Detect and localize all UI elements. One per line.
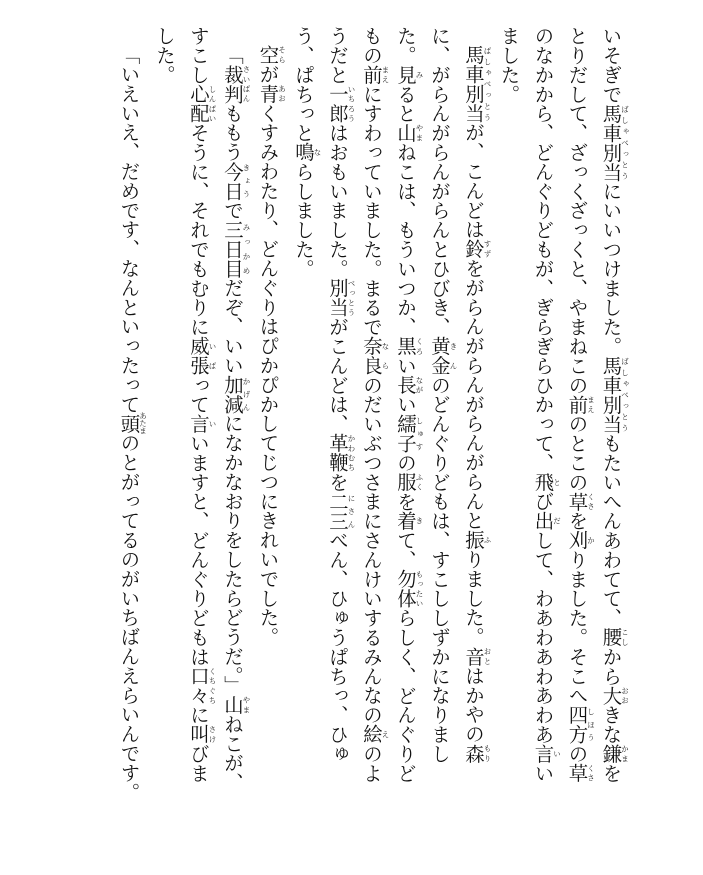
text-run: きな — [599, 705, 623, 744]
ruby-reading: と — [552, 472, 562, 492]
text-run: を — [326, 472, 349, 492]
ruby-word — [565, 763, 596, 783]
paragraph — [251, 26, 287, 802]
ruby-reading: え — [381, 724, 390, 744]
ruby-reading: い — [208, 414, 217, 434]
ruby-reading: やま — [415, 123, 424, 143]
text-run: にすわっていました。まるで — [360, 84, 383, 337]
ruby-word — [462, 530, 492, 550]
ruby-reading: あたま — [138, 412, 148, 435]
ruby-reading: いば — [208, 336, 217, 376]
ruby-reading: なが — [415, 375, 424, 395]
text-run: び — [531, 491, 555, 512]
ruby-reading: ばしゃべっとう — [483, 45, 492, 123]
ruby-reading: くさ — [586, 763, 596, 783]
ruby-word — [221, 220, 251, 279]
text-run: をとりだして、ざっくざっくと、やまねこの — [565, 26, 623, 783]
text-run: ねこは、もういつか、 — [394, 142, 417, 337]
paragraph — [147, 26, 251, 802]
ruby-reading: ばしゃべっとう — [620, 355, 630, 434]
text-run: で — [221, 200, 244, 221]
text-run: そうに、それでもむりに — [187, 123, 210, 337]
ruby-word — [360, 724, 390, 744]
text-run: 「 — [221, 45, 244, 65]
text-run: りました。 — [462, 549, 485, 647]
text-run: はかやの — [462, 666, 485, 744]
text-run: ももう — [221, 103, 244, 162]
ruby-reading: あお — [277, 84, 287, 104]
ruby-word — [394, 569, 424, 609]
ruby-reading: ばしゃべっとう — [620, 103, 630, 182]
ruby-base: 繻子 — [394, 414, 417, 453]
ruby-reading: き — [415, 511, 424, 531]
text-run: して、わあわあわあわあ — [531, 530, 555, 744]
text-run: のだいぶつさまにさんけいするみんなの — [360, 375, 383, 725]
text-run: いそぎで — [599, 26, 623, 104]
ruby-reading: にさん — [347, 491, 356, 531]
ruby-reading: みっかめ — [242, 220, 251, 279]
ruby-reading: かわむち — [347, 433, 356, 473]
ruby-base: 大 — [599, 685, 623, 706]
ruby-base: 空 — [256, 45, 280, 65]
ruby-word — [326, 84, 356, 124]
paragraph — [286, 26, 492, 802]
ruby-base: 三日目 — [221, 220, 244, 279]
paragraph — [112, 26, 148, 802]
ruby-base: 言 — [187, 414, 210, 434]
ruby-word — [394, 336, 424, 356]
ruby-base: 鎌 — [599, 743, 623, 764]
ruby-base: 腰 — [599, 627, 623, 647]
ruby-reading: かげん — [242, 375, 251, 415]
ruby-word — [326, 278, 356, 318]
ruby-base: 出 — [531, 511, 555, 531]
ruby-reading: な — [313, 142, 322, 162]
ruby-reading: もったい — [415, 569, 424, 609]
ruby-base: 草 — [565, 491, 589, 512]
ruby-base: 口々 — [187, 666, 210, 706]
ruby-base: 心配 — [187, 84, 210, 124]
text-run: べん、ひゅうぱちっ、ひゅう、ぱちっと — [292, 26, 349, 764]
ruby-reading: み — [415, 64, 424, 85]
paragraph — [492, 26, 630, 802]
ruby-word — [394, 64, 424, 85]
ruby-reading: しんぱい — [208, 84, 217, 123]
ruby-base: 黄金 — [428, 336, 451, 376]
ruby-word — [394, 414, 424, 453]
text-run: に — [187, 705, 210, 725]
ruby-word — [360, 336, 390, 376]
ruby-word — [221, 695, 251, 715]
ruby-base: 二三 — [326, 491, 349, 531]
text-run: いますと、どんぐりどもは — [187, 433, 210, 667]
ruby-word — [531, 743, 562, 764]
text-run: って — [187, 375, 210, 415]
text-run: のとこの — [565, 414, 589, 492]
ruby-base: 見 — [394, 64, 417, 85]
text-run: に、がらんがらんがらんとひびき、 — [428, 26, 451, 337]
text-run: になかなおりをしたらどうだ。」 — [221, 414, 244, 696]
ruby-base: 威張 — [187, 336, 210, 376]
ruby-word — [599, 685, 630, 706]
ruby-base: 別当 — [326, 278, 349, 318]
text-run: だぞ、いい — [221, 278, 244, 376]
ruby-reading: まえ — [586, 394, 596, 414]
ruby-base: 絵 — [360, 724, 383, 744]
text-run: らしく、どんぐりどもの — [360, 26, 417, 783]
ruby-base: 飛 — [531, 472, 555, 492]
text-run: が — [256, 64, 280, 85]
ruby-reading: なら — [381, 336, 390, 376]
text-run: ると — [394, 84, 417, 124]
ruby-base: 着 — [394, 511, 417, 531]
ruby-base: 黒 — [394, 336, 417, 356]
ruby-word — [394, 472, 424, 492]
ruby-base: 前 — [565, 394, 589, 415]
text-run: 「いえいえ、だめです、なんといったって — [117, 45, 141, 414]
ruby-reading: くちぐち — [208, 666, 217, 706]
ruby-word — [221, 161, 251, 201]
ruby-word — [565, 705, 596, 744]
text-run: のとがってるのがいちばんえらいんです。 — [117, 433, 141, 803]
text-run: いました。 — [497, 26, 555, 783]
ruby-word — [187, 336, 217, 376]
ruby-base: 裁判 — [221, 64, 244, 104]
ruby-reading: さいばん — [242, 64, 251, 104]
ruby-word — [394, 375, 424, 395]
ruby-reading: すず — [483, 239, 492, 259]
ruby-word — [428, 336, 458, 376]
ruby-word — [187, 666, 217, 706]
ruby-base: 森 — [462, 743, 485, 764]
ruby-base: 長 — [394, 375, 417, 395]
ruby-reading: かま — [620, 743, 630, 764]
ruby-base: 馬車別当 — [599, 355, 623, 434]
text-run: を — [565, 511, 589, 531]
ruby-word — [360, 64, 390, 85]
ruby-word — [565, 394, 596, 415]
ruby-word — [462, 239, 492, 259]
ruby-base: 奈良 — [360, 336, 383, 376]
ruby-reading: まえ — [381, 64, 390, 85]
ruby-word — [599, 743, 630, 764]
text-run: らしました。 — [292, 161, 315, 279]
ruby-reading: きん — [449, 336, 458, 376]
ruby-word — [326, 433, 356, 473]
text-run: ねこが、すこし — [187, 26, 244, 793]
text-run: にいいつけました。 — [599, 181, 623, 356]
ruby-base: 草 — [565, 763, 589, 783]
ruby-base: 勿体 — [394, 569, 417, 609]
ruby-word — [462, 45, 492, 123]
ruby-word — [187, 724, 217, 744]
ruby-word — [221, 64, 251, 104]
ruby-word — [187, 414, 217, 434]
text-run: のなかから、どんぐりどもが、ぎらぎらひかって、 — [531, 26, 555, 473]
text-run: がこんどは、 — [326, 317, 349, 434]
ruby-reading: くろ — [415, 336, 424, 356]
ruby-base: 頭 — [117, 412, 141, 435]
ruby-word — [326, 491, 356, 531]
ruby-base: 叫 — [187, 724, 210, 744]
text-run: て、 — [394, 530, 417, 570]
ruby-base: 服 — [394, 472, 417, 492]
ruby-word — [599, 627, 630, 647]
ruby-reading: こし — [620, 627, 630, 647]
ruby-reading: しほう — [586, 705, 596, 744]
ruby-word — [565, 530, 596, 550]
text-run: をがらんがらんがらんがらんと — [462, 258, 485, 531]
ruby-base: 今日 — [221, 161, 244, 201]
ruby-base: 青 — [256, 84, 280, 104]
ruby-reading: おと — [483, 646, 492, 667]
ruby-word — [256, 84, 287, 104]
text-run: はおもいました。 — [326, 123, 349, 279]
ruby-reading: いちろう — [347, 84, 356, 123]
text-run: から — [599, 646, 623, 686]
ruby-word — [565, 491, 596, 512]
ruby-word — [187, 84, 217, 124]
ruby-reading: さけ — [208, 724, 217, 744]
ruby-base: 山 — [394, 123, 417, 143]
text-run: い — [394, 355, 417, 376]
text-run: のどんぐりどもは、すこししずかになりました。 — [394, 26, 451, 764]
text-run: の — [565, 743, 589, 764]
ruby-base: 革鞭 — [326, 433, 349, 473]
text-run: い — [394, 394, 417, 415]
text-run: が、こんどは — [462, 123, 485, 240]
ruby-base: 馬車別当 — [462, 45, 485, 123]
ruby-word — [394, 511, 424, 531]
text-run: の — [394, 452, 417, 473]
ruby-reading: しゅす — [415, 414, 424, 453]
text-run: を — [394, 491, 417, 512]
ruby-reading: ふ — [483, 530, 492, 550]
ruby-reading: い — [552, 743, 562, 764]
ruby-reading: もり — [483, 743, 492, 764]
ruby-reading: ふく — [415, 472, 424, 492]
ruby-word — [256, 45, 287, 65]
ruby-word — [462, 646, 492, 667]
ruby-word — [462, 743, 492, 764]
ruby-base: 音 — [462, 646, 485, 667]
ruby-word — [531, 511, 562, 531]
ruby-base: 馬車別当 — [599, 103, 623, 182]
ruby-reading: そら — [277, 45, 287, 65]
ruby-base: 一郎 — [326, 84, 349, 124]
ruby-base: 前 — [360, 64, 383, 85]
ruby-word — [221, 375, 251, 415]
ruby-reading: か — [586, 530, 596, 550]
ruby-base: 山 — [221, 695, 244, 715]
ruby-reading: やま — [242, 695, 251, 715]
ruby-word — [117, 412, 148, 435]
ruby-reading: おお — [620, 685, 630, 706]
ruby-word — [531, 472, 562, 492]
text-run: のようだと — [326, 26, 383, 783]
ruby-base: 刈 — [565, 530, 589, 550]
ruby-base: 鳴 — [292, 142, 315, 162]
ruby-reading: べっとう — [347, 278, 356, 318]
ruby-base: 鈴 — [462, 239, 485, 259]
text-run: くすみわたり、どんぐりはぴかぴかしてじつにきれいでした。 — [256, 103, 280, 647]
ruby-base: 言 — [531, 743, 555, 764]
ruby-reading: だ — [552, 511, 562, 531]
ruby-word — [394, 123, 424, 143]
text-run: もたいへんあわてて、 — [599, 433, 623, 628]
ruby-word — [599, 103, 630, 182]
ruby-reading: くさ — [586, 491, 596, 512]
text-run: りました。そこへ — [565, 549, 589, 706]
text-run: びました。 — [153, 26, 210, 783]
ruby-word — [599, 355, 630, 434]
ruby-base: 振 — [462, 530, 485, 550]
ruby-base: 四方 — [565, 705, 589, 744]
ruby-word — [292, 142, 322, 162]
vertical-text-body — [59, 26, 629, 802]
ruby-base: 加減 — [221, 375, 244, 415]
ruby-reading: きょう — [242, 161, 251, 201]
